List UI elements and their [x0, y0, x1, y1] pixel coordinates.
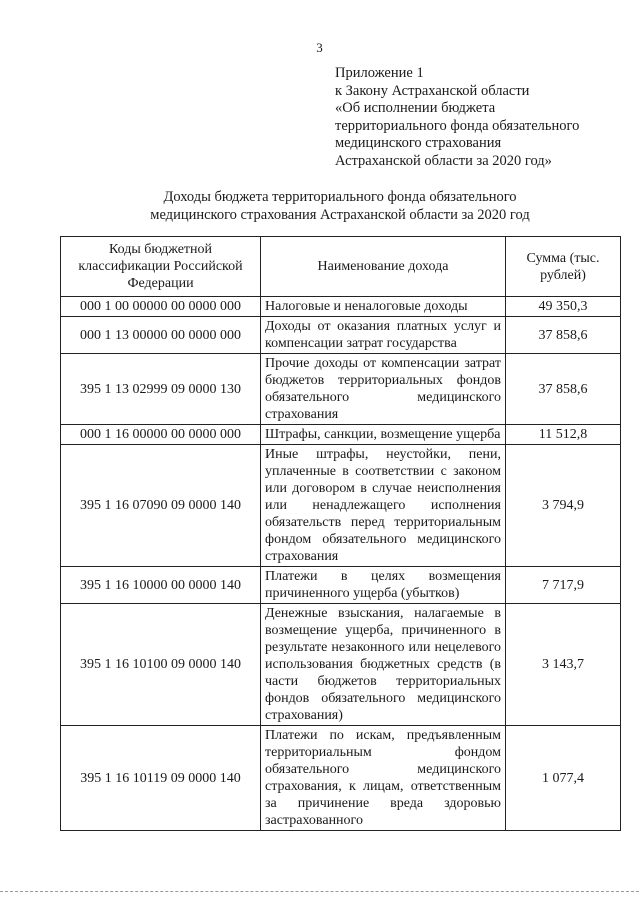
- row-code: 395 1 13 02999 09 0000 130: [61, 354, 261, 425]
- appendix-line: «Об исполнении бюджета: [335, 100, 496, 116]
- header-sum: Сумма (тыс. рублей): [506, 237, 621, 297]
- row-code: 000 1 00 00000 00 0000 000: [61, 297, 261, 317]
- row-sum: 37 858,6: [506, 317, 621, 354]
- row-sum: 11 512,8: [506, 425, 621, 445]
- row-sum: 3 143,7: [506, 604, 621, 726]
- document-title: [60, 188, 620, 224]
- row-name: Прочие доходы от компенсации затрат бюджетов территориальных фондов обязательного медицинского страхования: [261, 354, 506, 425]
- row-code: 395 1 16 07090 09 0000 140: [61, 445, 261, 567]
- row-code: 000 1 16 00000 00 0000 000: [61, 425, 261, 445]
- table-row: [61, 567, 621, 604]
- header-name: Наименование дохода: [261, 237, 506, 297]
- row-code: 000 1 13 00000 00 0000 000: [61, 317, 261, 354]
- row-name: Платежи в целях возмещения причиненного ущерба (убытков): [261, 567, 506, 604]
- row-name: Денежные взыскания, налагаемые в возмещение ущерба, причиненного в результате незаконного или нецелевого использования бюджетных средств (в части бюджетов территориальных фондов обязательного медицинского страхования): [261, 604, 506, 726]
- title-line-2: медицинского страхования Астраханской области за 2020 год: [150, 207, 530, 223]
- appendix-line: Астраханской области за 2020 год»: [335, 152, 552, 169]
- table-row: [61, 354, 621, 425]
- table-header-row: [61, 237, 621, 297]
- table-row: [61, 445, 621, 567]
- row-name: Платежи по искам, предъявленным территориальным фондом обязательного медицинского страхования, к лицам, ответственным за причинение вреда здоровью застрахованного: [261, 726, 506, 831]
- appendix-line: медицинского страхования: [335, 135, 502, 151]
- table-row: [61, 425, 621, 445]
- row-code: 395 1 16 10119 09 0000 140: [61, 726, 261, 831]
- row-name: Иные штрафы, неустойки, пени, уплаченные в соответствии с законом или договором в случае неисполнения или ненадлежащего исполнения обязательств перед территориальным фондом обязательного медицинского страхования: [261, 445, 506, 567]
- row-name: Доходы от оказания платных услуг и компенсации затрат государства: [261, 317, 506, 354]
- title-line-1: Доходы бюджета территориального фонда обязательного: [163, 189, 517, 205]
- income-table: [60, 236, 621, 831]
- appendix-caption: [335, 65, 625, 170]
- row-sum: 1 077,4: [506, 726, 621, 831]
- row-name: Штрафы, санкции, возмещение ущерба: [261, 425, 506, 445]
- appendix-line: территориального фонда обязательного: [335, 117, 580, 134]
- row-sum: 49 350,3: [506, 297, 621, 317]
- header-code: Коды бюджетной классификации Российской Федерации: [61, 237, 261, 297]
- row-name: Налоговые и неналоговые доходы: [261, 297, 506, 317]
- row-sum: 7 717,9: [506, 567, 621, 604]
- row-sum: 3 794,9: [506, 445, 621, 567]
- table-row: [61, 297, 621, 317]
- appendix-line: Приложение 1: [335, 65, 424, 81]
- table-row: [61, 604, 621, 726]
- table-row: [61, 726, 621, 831]
- row-code: 395 1 16 10100 09 0000 140: [61, 604, 261, 726]
- row-code: 395 1 16 10000 00 0000 140: [61, 567, 261, 604]
- appendix-line: к Закону Астраханской области: [335, 82, 530, 99]
- table-row: [61, 317, 621, 354]
- row-sum: 37 858,6: [506, 354, 621, 425]
- page-number: 3: [316, 40, 323, 55]
- scan-edge-divider: [0, 891, 639, 892]
